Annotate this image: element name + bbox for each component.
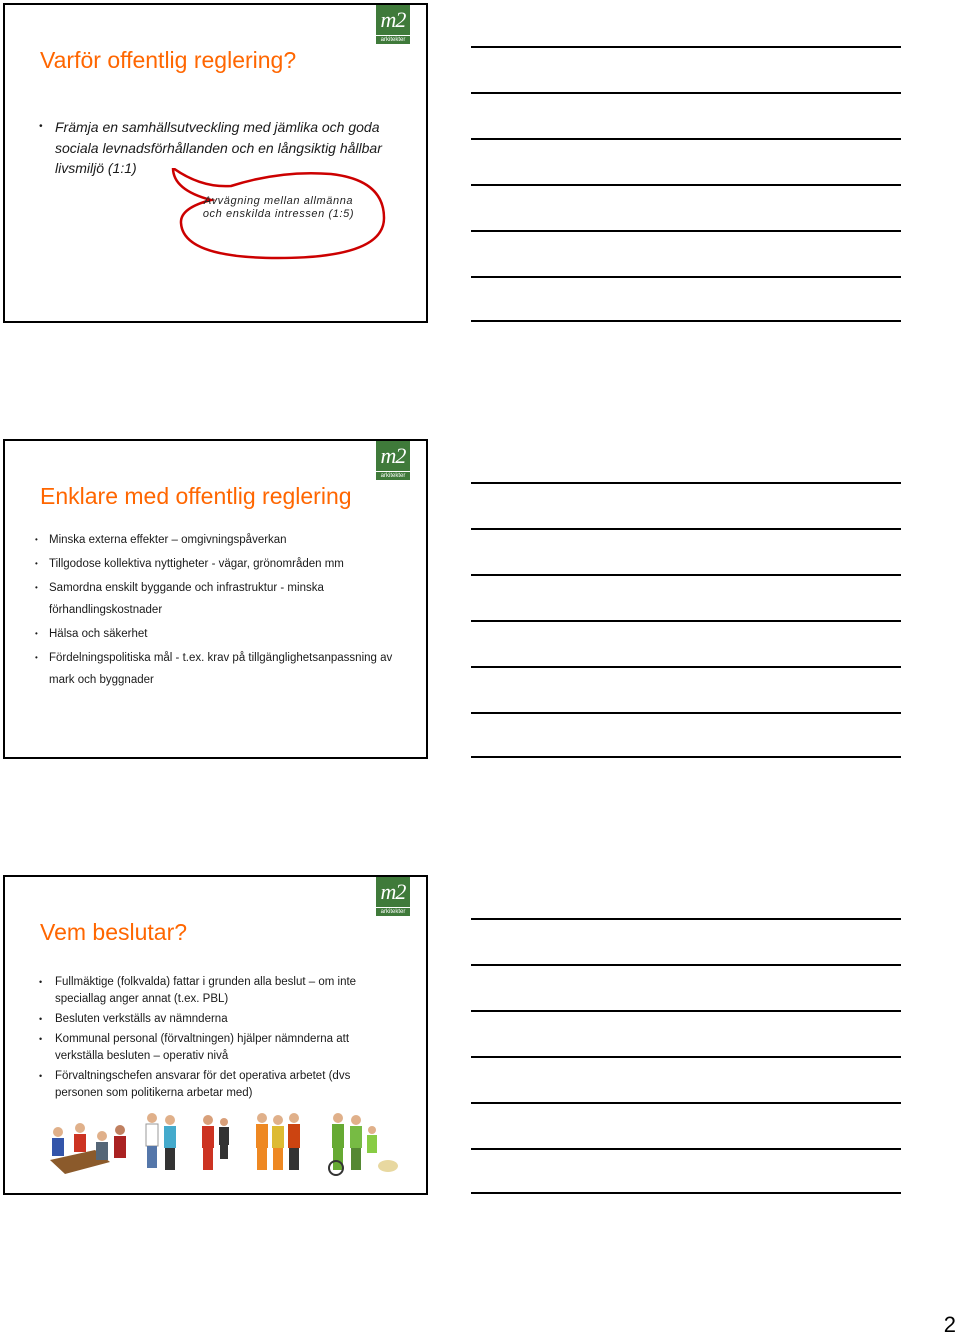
slide-3 <box>3 875 428 1195</box>
bullet-item: • Besluten verkställs av nämnderna <box>55 1011 395 1028</box>
slide-2 <box>3 439 428 759</box>
page-number: 2 <box>943 1312 956 1337</box>
slide-1 <box>3 3 428 323</box>
slide-title: Enklare med offentlig reglering <box>40 483 352 509</box>
m2-logo <box>376 441 410 487</box>
bullet-item: • Fördelningspolitiska mål - t.ex. krav på tillgänglighetsanpassning av mark och byggnader <box>49 647 419 691</box>
slide-title: Vem beslutar? <box>40 919 188 945</box>
logo-mark: m2 <box>376 5 410 35</box>
m2-logo <box>376 877 410 923</box>
slide-title: Varför offentlig reglering? <box>40 47 297 73</box>
people-illustration <box>40 1110 400 1180</box>
bullet-list <box>55 974 395 1105</box>
bullet-item: • Fullmäktige (folkvalda) fattar i grunden alla beslut – om inte speciallag anger annat (t.ex. PBL) <box>55 974 395 1008</box>
bullet-item: • Minska externa effekter – omgivningspåverkan <box>49 529 419 551</box>
m2-logo <box>376 5 410 51</box>
bullet-item: • Förvaltningschefen ansvarar för det operativa arbetet (dvs personen som politikerna arbetar med) <box>55 1068 395 1102</box>
bullet-list <box>49 529 419 693</box>
logo-text: arkitekter <box>376 908 410 916</box>
logo-mark: m2 <box>376 441 410 471</box>
logo-text: arkitekter <box>376 36 410 44</box>
bullet-item: • Kommunal personal (förvaltningen) hjälper nämnderna att verkställa besluten – operativ nivå <box>55 1031 395 1065</box>
logo-text: arkitekter <box>376 472 410 480</box>
callout-text: Avvägning mellan allmänna och enskilda intressen (1:5) <box>202 195 355 220</box>
bullet-item: • Samordna enskilt byggande och infrastruktur - minska förhandlingskostnader <box>49 577 419 621</box>
logo-mark: m2 <box>376 877 410 907</box>
bullet-item: • Hälsa och säkerhet <box>49 623 419 645</box>
bullet-item: • Tillgodose kollektiva nyttigheter - vägar, grönområden mm <box>49 553 419 575</box>
bullet-item: • Främja en samhällsutveckling med jämlika och goda sociala levnadsförhållanden och en långsiktig hållbar livsmiljö (1:1) <box>55 117 405 179</box>
